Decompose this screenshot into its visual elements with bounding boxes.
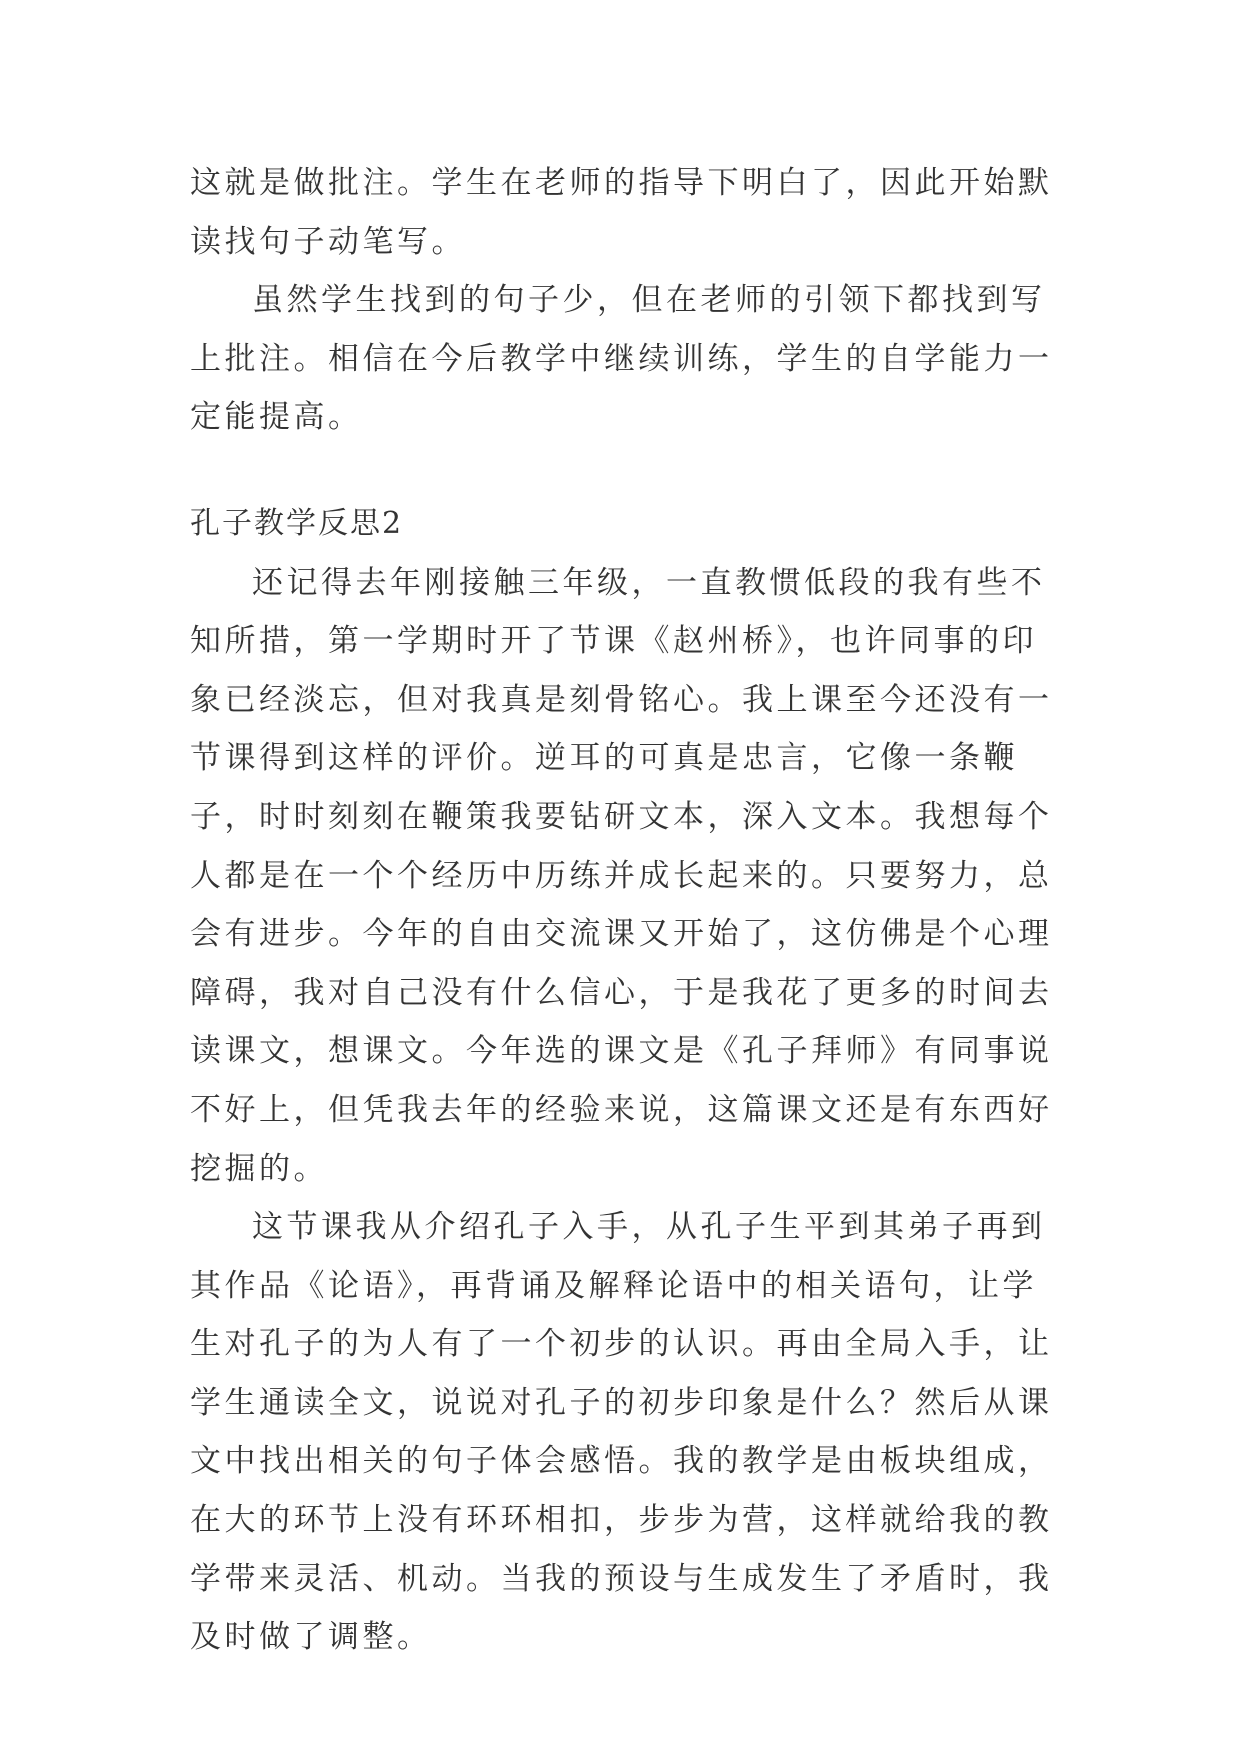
paragraph: 这节课我从介绍孔子入手，从孔子生平到其弟子再到其作品《论语》，再背诵及解释论语中的相关语句，让学生对孔子的为人有了一个初步的认识。再由全局入手，让学生通读全文，说说对孔子的初步印象是什么？然后从课文中找出相关的句子体会感悟。我的教学是由板块组成，在大的环节上没有环环相扣，步步为营，这样就给我的教学带来灵活、机动。当我的预设与生成发生了矛盾时，我及时做了调整。 xyxy=(190,1209,1053,1656)
paragraph: 虽然学生找到的句子少，但在老师的引领下都找到写上批注。相信在今后教学中继续训练，学生的自学能力一定能提高。 xyxy=(190,282,1053,436)
document-body xyxy=(190,154,1060,1667)
section-title: 孔子教学反思2 xyxy=(190,505,404,541)
paragraph: 还记得去年刚接触三年级，一直教惯低段的我有些不知所措，第一学期时开了节课《赵州桥》，也许同事的印象已经淡忘，但对我真是刻骨铭心。我上课至今还没有一节课得到这样的评价。逆耳的可真是忠言，它像一条鞭子，时时刻刻在鞭策我要钻研文本，深入文本。我想每个人都是在一个个经历中历练并成长起来的。只要努力，总会有进步。今年的自由交流课又开始了，这仿佛是个心理障碍，我对自己没有什么信心，于是我花了更多的时间去读课文，想课文。今年选的课文是《孔子拜师》有同事说不好上，但凭我去年的经验来说，这篇课文还是有东西好挖掘的。 xyxy=(190,564,1053,1187)
paragraph-continued: 这就是做批注。学生在老师的指导下明白了，因此开始默读找句子动笔写。 xyxy=(190,165,1053,260)
